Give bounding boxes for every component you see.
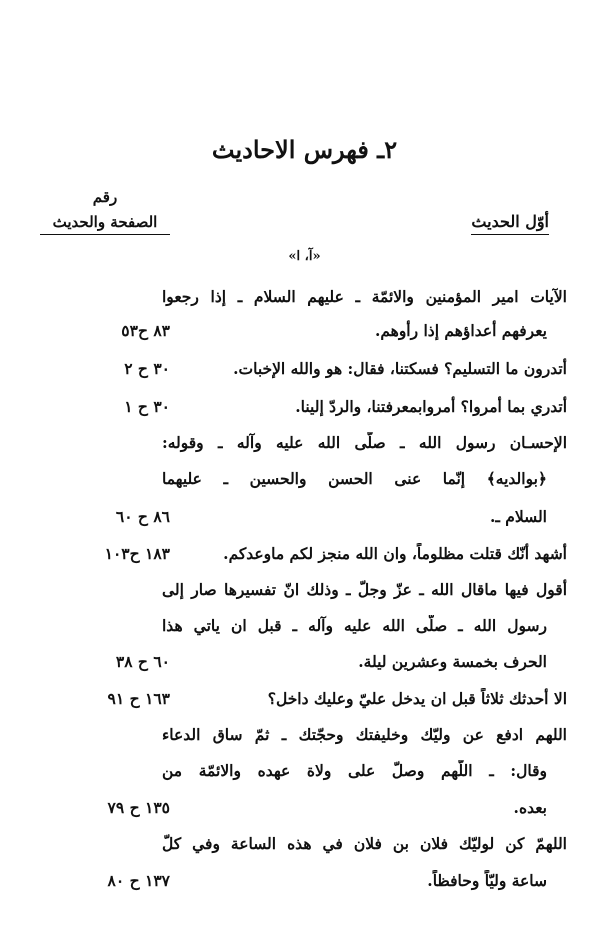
page-hadith-number: ١٨٣ ح١٠٣ bbox=[104, 544, 170, 563]
hadith-line: بعده. bbox=[513, 798, 547, 817]
hadith-line: الآيات امير المؤمنين والائمّة ـ عليهم السلام ـ إذا رجعوا bbox=[162, 287, 567, 306]
hadith-line: أتدري بما أمروا؟ أمروابمعرفتنا، والردّ إلينا. bbox=[295, 397, 567, 416]
page-hadith-number: ١٦٣ ح ٩١ bbox=[107, 689, 170, 708]
page-hadith-number: ٨٣ ح٥٣ bbox=[121, 321, 170, 340]
hadith-line: يعرفهم أعداؤهم إذا رأوهم. bbox=[374, 321, 547, 340]
hadith-line: وقال: ـ اللّهم وصلّ على ولاة عهده والائمّة من bbox=[162, 761, 547, 780]
page-hadith-number: ٣٠ ح ١ bbox=[124, 397, 170, 416]
first-words-header: أوّل الحديث bbox=[471, 212, 549, 235]
page-hadith-number: ٣٠ ح ٢ bbox=[124, 359, 170, 378]
hadith-line: ﴿بوالديه﴾ إنّما عنى الحسن والحسين ـ عليهما bbox=[162, 469, 547, 488]
hadith-line: أشهد أنّك قتلت مظلوماً، وان الله منجز لكم ماوعدكم. bbox=[223, 544, 567, 563]
hadith-line: ساعة وليّاً وحافظاً. bbox=[427, 871, 547, 890]
hadith-line: الإحسـان رسول الله ـ صلّى الله عليه وآله ـ وقوله: bbox=[162, 433, 567, 452]
page-hadith-number: ٦٠ ح ٣٨ bbox=[115, 652, 170, 671]
page-title: ٢ـ فهرس الاحاديث bbox=[211, 135, 398, 164]
section-letter-heading: «آ، ا» bbox=[288, 249, 321, 264]
hadith-line: السلام ـ. bbox=[489, 507, 547, 526]
hadith-line: رسول الله ـ صلّى الله عليه وآله ـ قبل ان ياتي هذا bbox=[162, 616, 547, 635]
hadith-line: أتدرون ما التسليم؟ فسكتنا، فقال: هو والله الإخبات. bbox=[233, 359, 567, 378]
number-header-line-2: الصفحة والحديث bbox=[40, 213, 170, 235]
hadith-line: أقول فيها ماقال الله ـ عزّ وجلّ ـ وذلك انّ تفسيرها صار إلى bbox=[162, 580, 567, 599]
hadith-line: الحرف بخمسة وعشرين ليلة. bbox=[358, 652, 547, 671]
number-header-line-1: رقم bbox=[92, 188, 118, 206]
hadith-line: اللهمّ كن لوليّك فلان بن فلان في هذه الساعة وفي كلّ bbox=[162, 834, 567, 853]
hadith-line: اللهم ادفع عن وليّك وخليفتك وحجّتك ـ ثمّ ساق الدعاء bbox=[162, 725, 567, 744]
hadith-line: الا أحدثك ثلاثاً قبل ان يدخل عليّ وعليك داخل؟ bbox=[267, 689, 567, 708]
page-hadith-number: ٨٦ ح ٦٠ bbox=[115, 507, 170, 526]
page-hadith-number: ١٣٧ ح ٨٠ bbox=[107, 871, 170, 890]
page-hadith-number: ١٣٥ ح ٧٩ bbox=[107, 798, 170, 817]
